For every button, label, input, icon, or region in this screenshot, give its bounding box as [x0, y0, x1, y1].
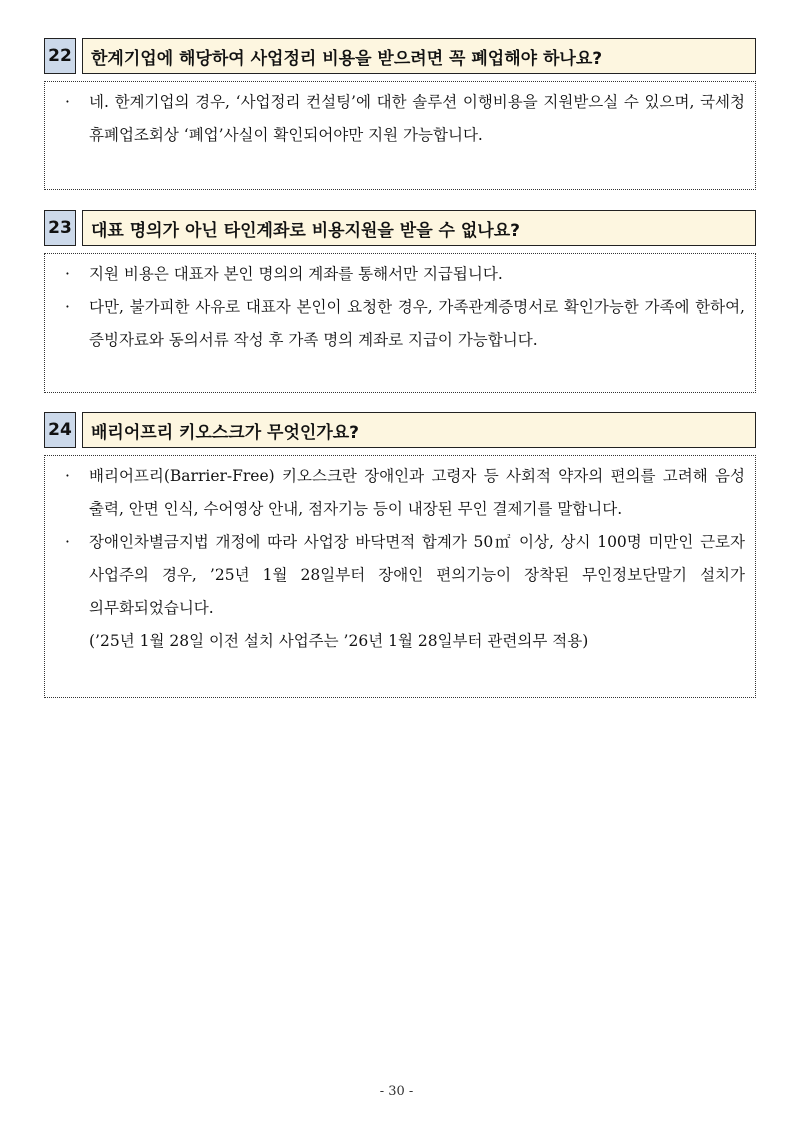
bullet-mark: ·: [65, 298, 70, 316]
question-header: [44, 412, 756, 448]
page-number: - 30 -: [379, 1084, 414, 1099]
question-number: 22: [44, 38, 76, 74]
bullet-mark: ·: [65, 467, 70, 485]
answer-text: 다만, 불가피한 사유로 대표자 본인이 요청한 경우, 가족관계증명서로 확인가능한 가족에 한하여, 증빙자료와 동의서류 작성 후 가족 명의 계좌로 지급이 가능합니다.: [89, 298, 745, 349]
answer-text: 네. 한계기업의 경우, ‘사업정리 컨설팅’에 대한 솔루션 이행비용을 지원받으실 수 있으며, 국세청 휴폐업조회상 ‘폐업’사실이 확인되어야만 지원 가능합니다.: [89, 93, 745, 144]
faq-item-24: [44, 412, 756, 698]
question-number: 24: [44, 412, 76, 448]
question-title: 배리어프리 키오스크가 무엇인가요?: [82, 412, 756, 448]
answer-note: (’25년 1월 28일 이전 설치 사업주는 ’26년 1월 28일부터 관련의무 적용): [89, 632, 589, 650]
answer-box: [44, 81, 756, 190]
answer-text: 장애인차별금지법 개정에 따라 사업장 바닥면적 합계가 50㎡ 이상, 상시 100명 미만인 근로자 사업주의 경우, ’25년 1월 28일부터 장애인 편의기능이 장착된 무인정보단말기 설치가 의무화되었습니다.: [89, 533, 745, 617]
answer-bullet: [65, 258, 745, 291]
answer-bullet: [65, 526, 745, 625]
answer-bullet: [65, 460, 745, 526]
question-header: [44, 210, 756, 246]
question-title: 한계기업에 해당하여 사업정리 비용을 받으려면 꼭 폐업해야 하나요?: [82, 38, 756, 74]
answer-box: [44, 455, 756, 698]
bullet-mark: ·: [65, 265, 70, 283]
faq-item-22: [44, 38, 756, 190]
answer-text: 지원 비용은 대표자 본인 명의의 계좌를 통해서만 지급됩니다.: [89, 265, 503, 283]
bullet-mark: ·: [65, 93, 70, 111]
answer-text: 배리어프리(Barrier-Free) 키오스크란 장애인과 고령자 등 사회적 약자의 편의를 고려해 음성 출력, 안면 인식, 수어영상 안내, 점자기능 등이 내장된 무인 결제기를 말합니다.: [89, 467, 745, 518]
answer-bullet: [65, 291, 745, 357]
bullet-mark: ·: [65, 533, 70, 551]
question-number: 23: [44, 210, 76, 246]
question-title: 대표 명의가 아닌 타인계좌로 비용지원을 받을 수 없나요?: [82, 210, 756, 246]
question-header: [44, 38, 756, 74]
faq-item-23: [44, 210, 756, 393]
answer-box: [44, 253, 756, 393]
answer-bullet: [65, 86, 745, 152]
